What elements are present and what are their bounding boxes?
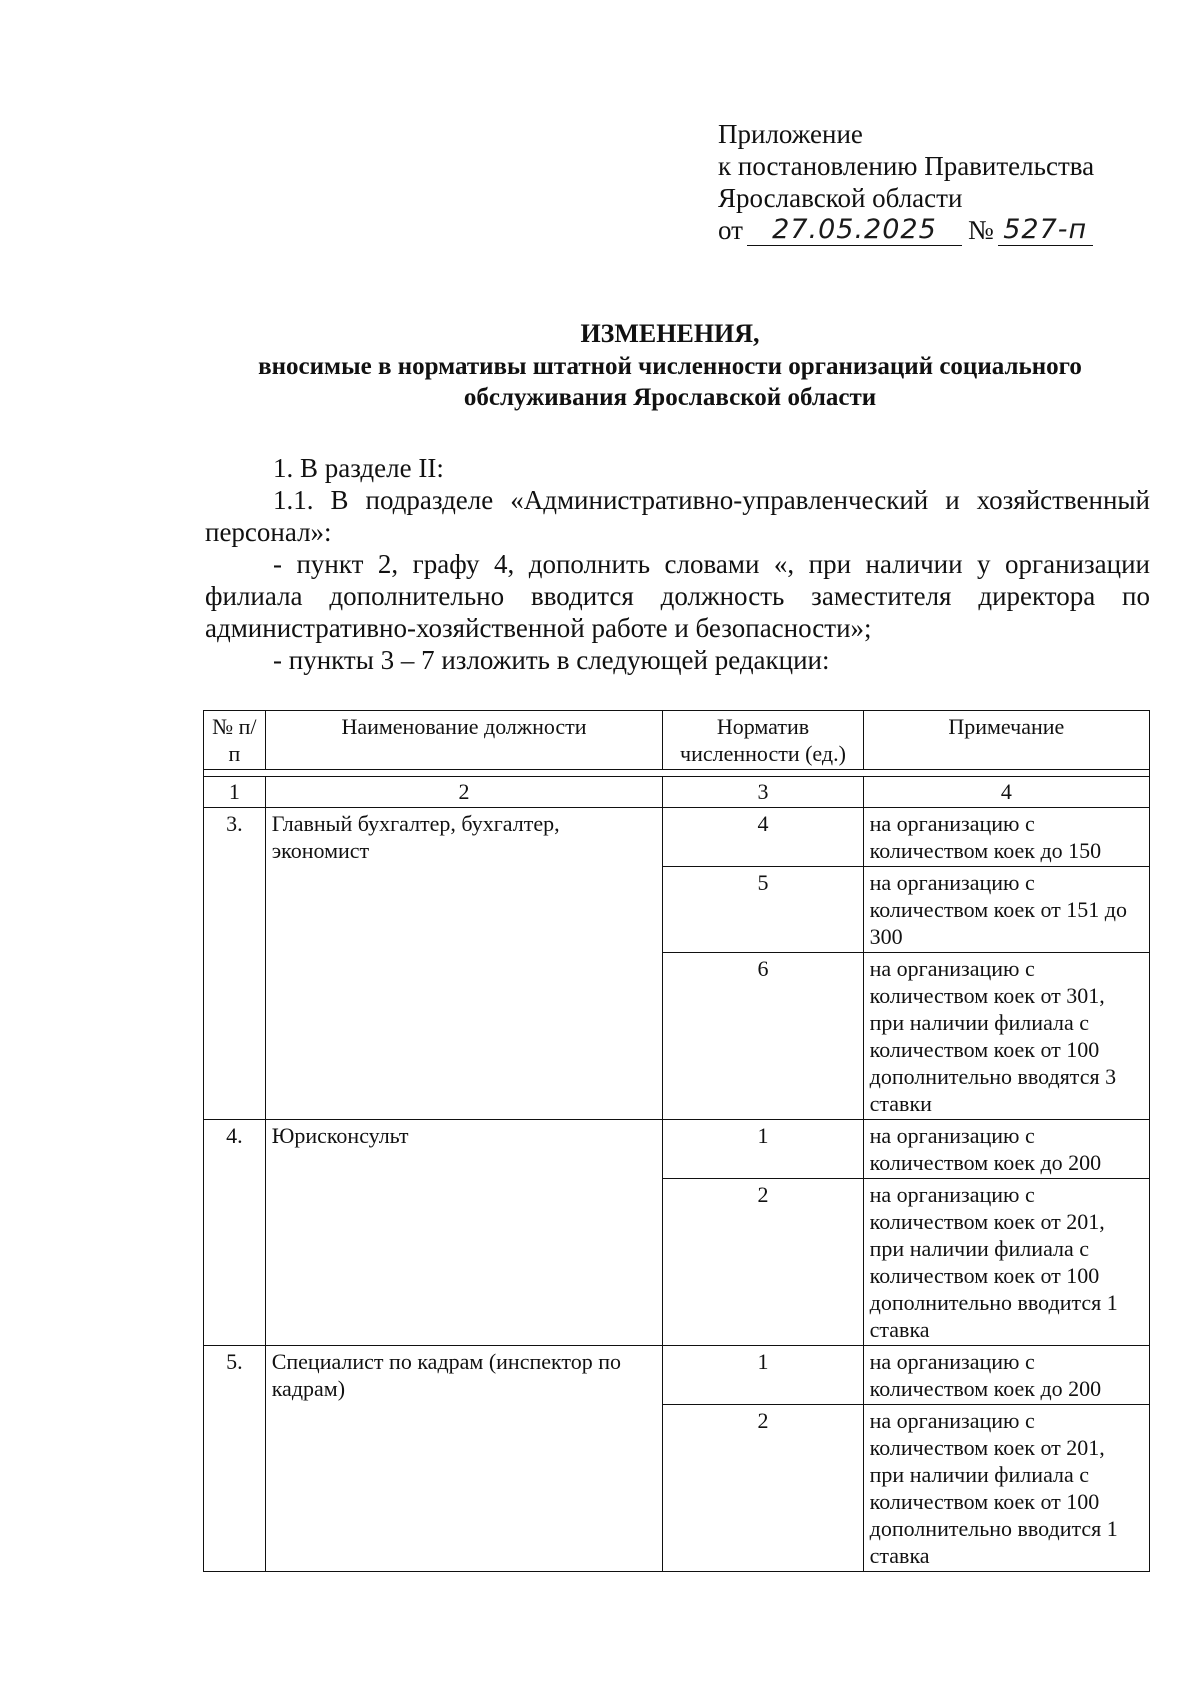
appendix-line-3: Ярославской области <box>718 183 963 213</box>
paragraph-subsection: 1.1. В подразделе «Административно-управленческий и хозяйственный персонал»: <box>205 485 1150 547</box>
handwritten-date: 27.05.2025 <box>747 215 962 246</box>
norm-value: 6 <box>663 953 863 1120</box>
number-prefix: № <box>967 215 994 245</box>
row-number: 3. <box>204 808 266 1120</box>
appendix-line-2: к постановлению Правительства <box>718 151 1095 181</box>
paragraph-items-3-7: - пункты 3 – 7 изложить в следующей редакции: <box>273 645 830 675</box>
norm-value: 5 <box>663 867 863 953</box>
table-header-separator <box>204 770 1150 777</box>
document-title <box>190 318 1150 413</box>
table-header-row <box>204 711 1150 770</box>
table-row <box>204 1346 1150 1405</box>
appendix-date-line <box>718 214 1094 246</box>
norm-value: 4 <box>663 808 863 867</box>
handwritten-number: 527-п <box>998 215 1093 246</box>
column-number-3: 3 <box>663 777 863 808</box>
note-text: на организацию с количеством коек от 301, при наличии филиала с количеством коек от 100 дополнительно вводятся 3 ставки <box>863 953 1149 1120</box>
position-name: Главный бухгалтер, бухгалтер, экономист <box>265 808 663 1120</box>
norm-value: 1 <box>663 1120 863 1179</box>
position-name: Специалист по кадрам (инспектор по кадрам) <box>265 1346 663 1572</box>
header-number: № п/п <box>204 711 266 770</box>
note-text: на организацию с количеством коек до 200 <box>863 1120 1149 1179</box>
column-number-row <box>204 777 1150 808</box>
header-position: Наименование должности <box>265 711 663 770</box>
column-number-2: 2 <box>265 777 663 808</box>
row-number: 5. <box>204 1346 266 1572</box>
note-text: на организацию с количеством коек от 201, при наличии филиала с количеством коек от 100 дополнительно вводится 1 ставка <box>863 1405 1149 1572</box>
norm-value: 1 <box>663 1346 863 1405</box>
document-body <box>205 452 1150 676</box>
title-subheading-line-2: обслуживания Ярославской области <box>463 384 877 411</box>
position-name: Юрисконсульт <box>265 1120 663 1346</box>
date-prefix: от <box>718 215 743 245</box>
note-text: на организацию с количеством коек до 150 <box>863 808 1149 867</box>
note-text: на организацию с количеством коек до 200 <box>863 1346 1149 1405</box>
table-body <box>204 808 1150 1572</box>
norm-value: 2 <box>663 1405 863 1572</box>
note-text: на организацию с количеством коек от 151 до 300 <box>863 867 1149 953</box>
title-subheading-line-1: вносимые в нормативы штатной численности организаций социального <box>258 353 1082 380</box>
table-row <box>204 808 1150 867</box>
column-number-4: 4 <box>863 777 1149 808</box>
appendix-line-1: Приложение <box>718 119 863 149</box>
column-number-1: 1 <box>204 777 266 808</box>
norm-value: 2 <box>663 1179 863 1346</box>
paragraph-item-2: - пункт 2, графу 4, дополнить словами «, при наличии у организации филиала дополнительно вводится должность заместителя директора по административно-хозяйственной работе и безопасности»; <box>205 549 1150 643</box>
table-row <box>204 1120 1150 1179</box>
appendix-block <box>718 118 1094 246</box>
header-note: Примечание <box>863 711 1149 770</box>
note-text: на организацию с количеством коек от 201, при наличии филиала с количеством коек от 100 дополнительно вводится 1 ставка <box>863 1179 1149 1346</box>
staffing-norms-table <box>203 710 1150 1572</box>
paragraph-section: 1. В разделе II: <box>273 453 444 483</box>
header-norm: Норматив численности (ед.) <box>663 711 863 770</box>
row-number: 4. <box>204 1120 266 1346</box>
title-heading: ИЗМЕНЕНИЯ, <box>580 319 760 348</box>
